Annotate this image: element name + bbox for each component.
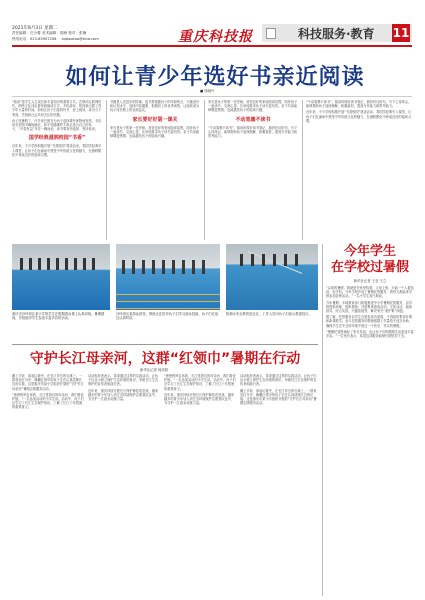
photo-lane-lines bbox=[116, 288, 220, 310]
bottom-column-2 bbox=[88, 374, 160, 401]
bottom-paragraph: 近年来，重庆持续开展长江保护修复攻坚战，越来越多的青少年加入到生态环境保护志愿者队伍中，为守护一江碧水贡献力量。 bbox=[88, 388, 159, 402]
phone-text: 热线电话：023-63907206 bbox=[12, 37, 57, 41]
bottom-column-3 bbox=[164, 374, 236, 405]
subhead-3: 不动笔墨不读书 bbox=[235, 116, 271, 123]
photo-figures bbox=[20, 258, 100, 270]
headline-divider bbox=[12, 96, 412, 97]
main-paragraph: 近年来，不少学校积极开展“书香校园”建设活动，将国学经典引入课堂，让孩子们在诵读中感受中华传统文化的魅力，在潜移默化中养成良好的阅读习惯。 bbox=[306, 110, 412, 123]
photo-caption-right: 防溺水安全教育进社区，工作人员向孩子们演示救援技巧。 bbox=[226, 312, 312, 316]
date-line: 2021年8月3日 星期二 bbox=[12, 26, 58, 31]
main-paragraph: 家长是孩子的第一任老师。营造良好的家庭阅读氛围，陪伴孩子一起读书、交流心得，比单纯要求孩子读书更有效。亲子共读能够增进感情，也能激发孩子的阅读兴趣。 bbox=[110, 125, 200, 139]
page-number: 11 bbox=[392, 26, 410, 40]
bottom-paragraph: “爸爸妈妈告诉我，长江是我们的母亲河，我们要爱护她。”一名参加活动的小学生说。活动中，孩子们还学习了长江生态保护知识，了解了长江十年禁渔的重要意义。 bbox=[12, 392, 84, 410]
editor-line: 责任编辑：庄小蕾 美术编辑：胡海 校对：张楠 bbox=[12, 31, 87, 35]
section-bar bbox=[262, 24, 412, 42]
book-icon bbox=[266, 28, 276, 39]
bottom-paragraph: “爸爸妈妈告诉我，长江是我们的母亲河，我们要爱护她。”一名参加活动的小学生说。活动中，孩子们还学习了长江生态保护知识，了解了长江十年禁渔的重要意义。 bbox=[164, 374, 236, 391]
photo-swimming-pool bbox=[116, 244, 220, 310]
column-divider bbox=[302, 100, 303, 240]
main-paragraph: 孩子放暑假了，许多家长都在为孩子选择课外读物而发愁。书店里各类图书琳琅满目，却不知道哪些才真正适合自己的孩子。“开卷有益”并非一概而论，读书要有所选择、有所取舍。 bbox=[12, 118, 102, 132]
email-text: zqtiaokao@sina.com bbox=[61, 37, 99, 41]
photo-caption-left: 重庆市沙坪坝区某小学的学生在假期游泳课上认真训练。暑期期间，学校组织学生参加丰富多彩的活动。 bbox=[12, 312, 105, 321]
masthead-rule bbox=[12, 45, 412, 47]
main-column-3 bbox=[208, 100, 298, 138]
bottom-divider bbox=[12, 344, 318, 345]
main-intro: “阅读”是学生人生成长和丰富知识的重要方式。在移动互联网时代，网络文化冲击着传统阅读方式，手机游戏、短视频占据了青少年大量的时间，如何让孩子们选到好书、爱上阅读，成为当下家庭、学校和社会共同关注的话题。 bbox=[12, 100, 102, 117]
bottom-paragraph: 活动组织者表示，希望通过这样的实践活动，让孩子们从小树立保护生态环境的意识，争做长江生态保护的宣传者和践行者。 bbox=[88, 374, 159, 387]
photo-figures bbox=[122, 260, 212, 274]
bottom-paragraph: 近年来，重庆持续开展长江保护修复攻坚战，越来越多的青少年加入到生态环境保护志愿者队伍中，为守护一江碧水贡献力量。 bbox=[164, 392, 235, 406]
side-divider bbox=[322, 244, 323, 596]
photo-swimming-class bbox=[12, 244, 110, 310]
newspaper-logo: 重庆科技报 bbox=[178, 29, 253, 45]
bottom-paragraph: 活动组织者表示，希望通过这样的实践活动，让孩子们从小树立保护生态环境的意识，争做长江生态保护的宣传者和践行者。 bbox=[240, 374, 317, 387]
photo-caption-middle: 沙坪坝区某游泳馆里，教练正在指导孩子们学习游泳技能，孩子们在池边认真听讲。 bbox=[116, 312, 219, 321]
main-paragraph: 书籍是人类进步的阶梯。选书要根据孩子的年龄特点、兴趣爱好和认知水平，选择内容健康、积极向上的优秀读物，让阅读成为孩子成长路上的良师益友。 bbox=[110, 100, 200, 113]
bottom-column-4 bbox=[240, 374, 318, 405]
subhead-2: 家长要好好第一课关 bbox=[132, 116, 178, 123]
side-byline: 新华社记者 王莹 王立 bbox=[353, 279, 387, 283]
main-headline: 如何让青少年选好书亲近阅读 bbox=[65, 65, 365, 90]
side-paragraph: “以前的暑假，我就是在家里待着，父母上班，只能一个人看电视、玩手机。今年学校开设了暑期托管服务，我每天都能来学校参加各种活动。”一名小学生高兴地说。 bbox=[326, 286, 414, 299]
column-divider bbox=[106, 100, 107, 240]
main-column-2 bbox=[110, 100, 200, 138]
main-paragraph: 近年来，不少学校积极开展“书香校园”建设活动，将国学经典引入课堂，让孩子们在诵读中感受中华传统文化的魅力，在潜移默化中养成良好的阅读习惯。 bbox=[12, 144, 102, 157]
main-paragraph: “不动笔墨不读书”。阅读时做好读书笔记，摘抄好词好句，写下心得体会，能够帮助孩子加深理解、积累素材，提高写作能力和思考能力。 bbox=[306, 100, 412, 109]
side-paragraph: 据了解，托管服务以学生自愿参加为原则，不得组织集体补课和新课教学。参与托管服务的教师根据工作量给予适当补助，确保学生在安全的环境中度过一个快乐、充实的暑假。 bbox=[326, 315, 413, 328]
section-title: 科技服务·教育 bbox=[298, 27, 375, 41]
main-column-1 bbox=[12, 100, 102, 157]
subhead-1: 国学经典滋润校园“书香” bbox=[28, 135, 86, 142]
bottom-paragraph: 戴上手套、拿起垃圾夹，在长江岸边的石滩上，一群身穿红马甲、佩戴红领巾的孩子正在认真清理江边的垃圾。这是重庆市某小学组织开展的“守护长江母亲河”暑期志愿服务活动。 bbox=[240, 388, 317, 406]
column-divider bbox=[204, 100, 205, 240]
email-line bbox=[12, 37, 99, 42]
side-article bbox=[326, 244, 414, 338]
main-paragraph: “不动笔墨不读书”。阅读时做好读书笔记，摘抄好词好句，写下心得体会，能够帮助孩子加深理解、积累素材，提高写作能力和思考能力。 bbox=[208, 125, 298, 139]
side-paragraph: 今年暑期，多地教育部门积极推进中小学暑期托管服务，由学校提供场地、组织教师，开展集体游戏活动、文体活动、阅读指导、综合实践、兴趣拓展等，解决家长“看护难”问题。 bbox=[326, 300, 413, 314]
bottom-byline: 新华社记者 柯高阳 bbox=[140, 368, 169, 372]
photo-rescue-demo bbox=[226, 244, 318, 310]
side-paragraph: “暑期托管既减轻了家长负担，也让孩子们的假期生活更加丰富多彩。”一位家长表示，希望这项服务能够长期坚持下去。 bbox=[326, 329, 414, 339]
side-headline-line1: 今年学生 bbox=[343, 244, 396, 259]
side-headline-line2: 在学校过暑假 bbox=[330, 260, 409, 275]
main-paragraph: 家长是孩子的第一任老师。营造良好的家庭阅读氛围，陪伴孩子一起读书、交流心得，比单纯要求孩子读书更有效。亲子共读能够增进感情，也能激发孩子的阅读兴趣。 bbox=[208, 100, 298, 113]
bottom-headline: 守护长江母亲河，这群“红领巾”暑期在行动 bbox=[29, 351, 301, 367]
photo-figures bbox=[240, 254, 304, 266]
main-byline: ■ 杨晓丹 bbox=[200, 89, 215, 93]
main-column-4 bbox=[306, 100, 412, 123]
bottom-paragraph: 戴上手套、拿起垃圾夹，在长江岸边的石滩上，一群身穿红马甲、佩戴红领巾的孩子正在认真清理江边的垃圾。这是重庆市某小学组织开展的“守护长江母亲河”暑期志愿服务活动。 bbox=[12, 374, 84, 391]
bottom-column-1 bbox=[12, 374, 84, 410]
masthead bbox=[0, 0, 425, 46]
